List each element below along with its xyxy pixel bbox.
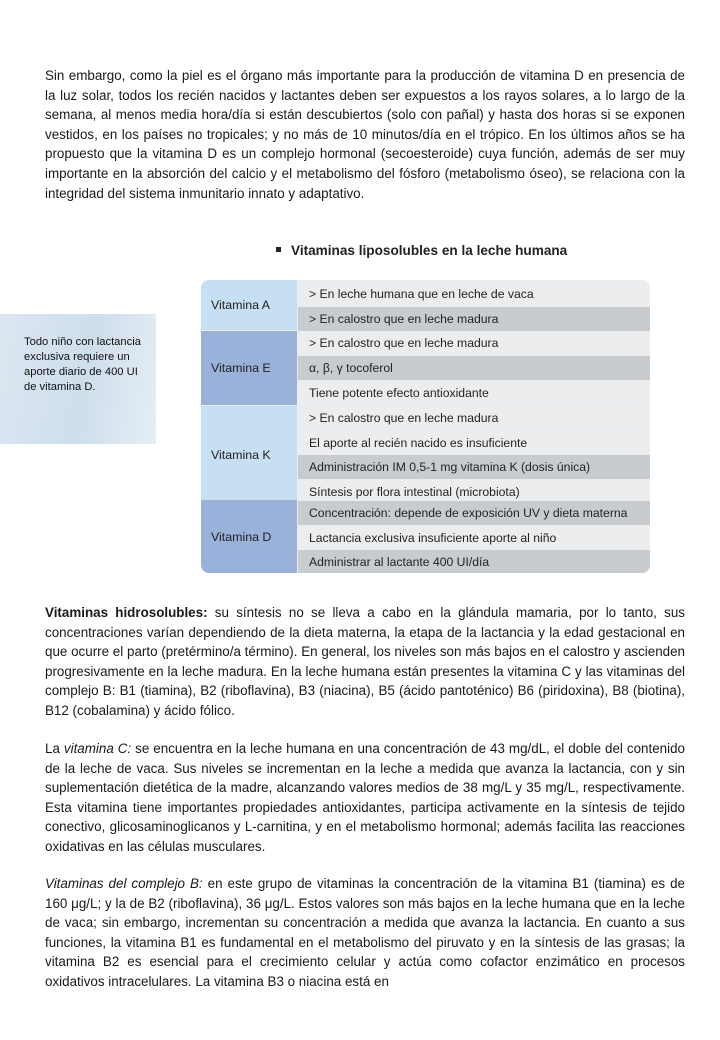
table-row: Síntesis por flora intestinal (microbiota) (298, 480, 650, 504)
table-row: Tiene potente efecto antioxidante (298, 381, 650, 405)
table-row: Administración IM 0,5-1 mg vitamina K (dosis única) (298, 455, 650, 479)
vitamins-table (201, 280, 650, 573)
table-group-label: Vitamina A (201, 280, 297, 330)
bullet-icon (276, 247, 281, 252)
paragraph-text: en este grupo de vitaminas la concentración de la vitamina B1 (tiamina) es de 160 μg/L; y la de B2 (riboflavina), 36 μg/L. Estos valores son más bajos en la leche humana que en la leche de vaca; sin embargo, incrementan su concentración a medida que avanza la lactancia. En cuanto a sus funciones, la vitamina B1 es fundamental en el metabolismo del piruvato y en la síntesis de las grasas; la vitamina B2 es esencial para el crecimiento celular y actúa como cofactor enzimático en procesos oxidativos intracelulares. La vitamina B3 o niacina está en (45, 876, 685, 989)
water-soluble-paragraph (45, 603, 685, 721)
table-row: El aporte al recién nacido es insuficiente (298, 431, 650, 455)
vitamin-b-paragraph (45, 874, 685, 992)
table-row: > En calostro que en leche madura (298, 307, 650, 331)
paragraph-text: se encuentra en la leche humana en una concentración de 43 mg/dL, el doble del contenido de la leche de vaca. Sus niveles se incrementan en la leche a medida que avanza la lactancia, con y sin suplementación dietética de la madre, alcanzando valores medios de 38 mg/L y 35 mg/L, respectivamente. Esta vitamina tiene importantes propiedades antioxidantes, participa activamente en la síntesis de tejido conectivo, glicosaminoglicanos y L-carnitina, y en el metabolismo hormonal; además facilita las reacciones oxidativas en las células musculares. (45, 741, 685, 854)
table-group-label: Vitamina E (201, 331, 297, 405)
table-group-vitamin-e (201, 331, 650, 405)
side-note: Todo niño con lactancia exclusiva requiere un aporte diario de 400 UI de vitamina D. (0, 314, 156, 444)
paragraph-lead: vitamina C: (63, 741, 132, 756)
vitamin-c-paragraph (45, 739, 685, 857)
table-row: Administrar al lactante 400 UI/día (298, 550, 650, 573)
table-row: > En calostro que en leche madura (298, 331, 650, 355)
table-group-vitamin-a (201, 280, 650, 330)
table-row: α, β, γ tocoferol (298, 356, 650, 380)
table-row: > En leche humana que en leche de vaca (298, 282, 650, 306)
section-heading-text: Vitaminas liposolubles en la leche humana (291, 243, 568, 258)
table-group-vitamin-k (201, 406, 650, 504)
paragraph-lead: Vitaminas hidrosolubles: (45, 605, 208, 620)
table-group-label: Vitamina K (201, 406, 297, 504)
paragraph-lead: Vitaminas del complejo B: (45, 876, 203, 891)
table-row: Concentración: depende de exposición UV y dieta materna (298, 501, 650, 525)
intro-paragraph: Sin embargo, como la piel es el órgano más importante para la producción de vitamina D en presencia de la luz solar, todos los recién nacidos y lactantes deben ser expuestos a los rayos solares, a lo largo de la semana, al menos media hora/día si están descubiertos (solo con pañal) y hasta dos horas si se exponen vestidos, en los países no tropicales; y no más de 10 minutos/día en el trópico. En los últimos años se ha propuesto que la vitamina D es un complejo hormonal (secoesteroide) cuya función, además de ser muy importante en la absorción del calcio y el metabolismo del fósforo (metabolismo óseo), se relaciona con la integridad del sistema inmunitario innato y adaptativo. (45, 68, 685, 201)
table-group-label: Vitamina D (201, 500, 297, 573)
table-group-vitamin-d (201, 500, 650, 573)
paragraph-text: su síntesis no se lleva a cabo en la glándula mamaria, por lo tanto, sus concentraciones varían dependiendo de la dieta materna, la etapa de la lactancia y la edad gestacional en que ocurre el parto (pretérmino/a término). En general, los niveles son más bajos en el calostro y ascienden progresivamente en la leche madura. En la leche humana están presentes la vitamina C y las vitaminas del complejo B: B1 (tiamina), B2 (riboflavina), B3 (niacina), B5 (ácido pantoténico) B6 (piridoxina), B8 (biotina), B12 (cobalamina) y ácido fólico. (45, 605, 685, 718)
section-heading (276, 243, 567, 258)
table-row: Lactancia exclusiva insuficiente aporte al niño (298, 526, 650, 550)
paragraph-pre: La (45, 741, 64, 756)
table-row: > En calostro que en leche madura (298, 406, 650, 430)
